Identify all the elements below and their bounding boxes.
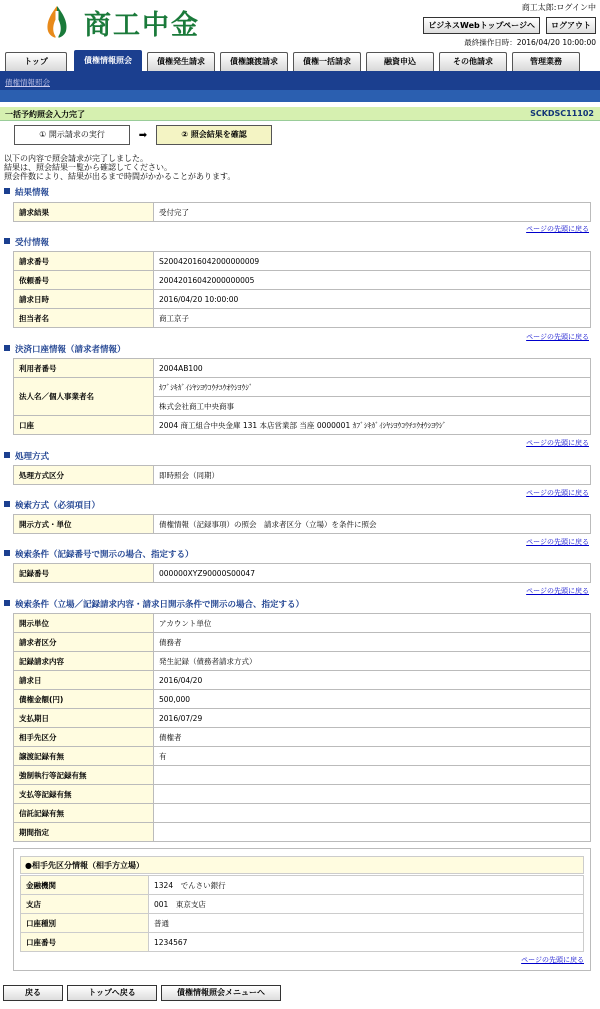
intro-message: 以下の内容で照会請求が完了しました。 結果は、照会結果一覧から確認してください。 照会件数により、結果が出るまで時間がかかることがあります。 [4, 154, 236, 181]
process-table [13, 465, 591, 485]
title-bar [0, 107, 600, 121]
table-row: 開示単位 アカウント単位 [14, 614, 591, 633]
screen-code: SCKDSC11102 [530, 109, 594, 118]
table-row: 金融機関 1324 でんさい銀行 [21, 876, 584, 895]
step-indicator [14, 125, 272, 145]
section-process-title: 処理方式 [4, 450, 49, 462]
business-web-top-button[interactable]: ビジネスWebトップページへ [423, 17, 540, 34]
logo-mark-icon [40, 5, 74, 39]
page-title: 一括予約照会入力完了 [5, 110, 85, 119]
section-square-icon [4, 238, 10, 244]
login-user: 商工太郎:ログイン中 [521, 3, 596, 12]
table-row: 請求日時 2016/04/20 10:00:00 [14, 290, 591, 309]
search-table [13, 514, 591, 534]
to-top-link[interactable]: ページの先頭に戻る [526, 538, 589, 546]
section-square-icon [4, 550, 10, 556]
table-row: 担当者名 商工京子 [14, 309, 591, 328]
to-top-link[interactable]: ページの先頭に戻る [526, 439, 589, 447]
tab-credit-issue[interactable]: 債権発生請求 [147, 52, 215, 71]
table-row: 支払期日 2016/07/29 [14, 709, 591, 728]
section-account-title: 決済口座情報（請求者情報） [4, 343, 126, 355]
table-row: 請求日 2016/04/20 [14, 671, 591, 690]
table-row: 支払等記録有無 [14, 785, 591, 804]
section-record-title: 検索条件（記録番号で開示の場合、指定する） [4, 548, 194, 560]
subnav-bar [0, 90, 600, 102]
table-row: 記録請求内容 発生記録（債務者請求方式） [14, 652, 591, 671]
account-table [13, 358, 591, 435]
subnav-credit-info-link[interactable]: 債権情報照会 [5, 78, 50, 87]
record-table [13, 563, 591, 583]
back-button[interactable]: 戻る [3, 985, 63, 1001]
condition-table [13, 613, 591, 842]
table-row: 請求者区分 債務者 [14, 633, 591, 652]
partner-info-box [13, 848, 591, 971]
tab-credit-info[interactable]: 債権情報照会 [74, 50, 142, 71]
to-top-link[interactable]: ページの先頭に戻る [526, 489, 589, 497]
credit-info-menu-button[interactable]: 債権情報照会メニューへ [161, 985, 281, 1001]
logout-button[interactable]: ログアウト [546, 17, 596, 34]
table-row: 記録番号 000000XYZ90000S00047 [14, 564, 591, 583]
section-square-icon [4, 188, 10, 194]
section-square-icon [4, 501, 10, 507]
bottom-buttons [3, 985, 281, 1001]
reception-table [13, 251, 591, 328]
table-row: 債権金額(円) 500,000 [14, 690, 591, 709]
tab-top[interactable]: トップ [5, 52, 67, 71]
table-row: 利用者番号 2004AB100 [14, 359, 591, 378]
tab-loan-application[interactable]: 融資申込 [366, 52, 434, 71]
table-row: 口座 2004 商工組合中央金庫 131 本店営業部 当座 0000001 ｶﾌﾞｼｷｶﾞｲｼﾔｼﾖｳｺｳﾁﾕｳｵｳｼﾖｳｼﾞ [14, 416, 591, 435]
page-header [0, 0, 600, 46]
section-square-icon [4, 452, 10, 458]
step-2: ② 照会結果を確認 [156, 125, 272, 145]
last-operation-time: 最終操作日時：2016/04/20 10:00:00 [464, 38, 596, 47]
result-table [13, 202, 591, 222]
table-row: 相手先区分 債権者 [14, 728, 591, 747]
table-row: 開示方式・単位 債権情報（記録事項）の照会 請求者区分（立場）を条件に照会 [14, 515, 591, 534]
partner-info-title: ●相手先区分情報（相手方立場） [20, 856, 584, 874]
table-row: 口座番号 1234567 [21, 933, 584, 952]
section-square-icon [4, 345, 10, 351]
table-row: 株式会社商工中央商事 [14, 397, 591, 416]
to-top-link[interactable]: ページの先頭に戻る [521, 956, 584, 964]
section-reception-title: 受付情報 [4, 236, 49, 248]
logo-text: 商工中金 [84, 9, 200, 41]
table-row: 信託記録有無 [14, 804, 591, 823]
table-row: 強制執行等記録有無 [14, 766, 591, 785]
section-square-icon [4, 600, 10, 606]
tab-bulk-request[interactable]: 債権一括請求 [293, 52, 361, 71]
tab-other-request[interactable]: その他請求 [439, 52, 507, 71]
table-row: 口座種別 普通 [21, 914, 584, 933]
tab-admin[interactable]: 管理業務 [512, 52, 580, 71]
section-search-title: 検索方式（必須項目） [4, 499, 100, 511]
partner-info-table [20, 875, 584, 952]
back-to-top-button[interactable]: トップへ戻る [67, 985, 157, 1001]
table-row: 請求結果 受付完了 [14, 203, 591, 222]
to-top-link[interactable]: ページの先頭に戻る [526, 333, 589, 341]
logo [40, 3, 200, 41]
table-row: 支店 001 東京支店 [21, 895, 584, 914]
table-row: 譲渡記録有無 有 [14, 747, 591, 766]
table-row: 期間指定 [14, 823, 591, 842]
table-row: 請求番号 S20042016042000000009 [14, 252, 591, 271]
table-row: 法人名／個人事業者名 ｶﾌﾞｼｷｶﾞｲｼﾔｼﾖｳｺｳﾁﾕｳｵｳｼﾖｳｼﾞ [14, 378, 591, 397]
sub-navigation [0, 74, 600, 90]
tab-credit-transfer[interactable]: 債権譲渡請求 [220, 52, 288, 71]
to-top-link[interactable]: ページの先頭に戻る [526, 225, 589, 233]
step-arrow-icon: ➡ [138, 129, 148, 141]
section-condition-title: 検索条件（立場／記録請求内容・請求日開示条件で開示の場合、指定する） [4, 598, 304, 610]
table-row: 依頼番号 20042016042000000005 [14, 271, 591, 290]
step-1: ① 開示請求の実行 [14, 125, 130, 145]
to-top-link[interactable]: ページの先頭に戻る [526, 587, 589, 595]
main-tabs [0, 50, 600, 74]
table-row: 処理方式区分 即時照会（同期） [14, 466, 591, 485]
section-result-title: 結果情報 [4, 186, 49, 198]
